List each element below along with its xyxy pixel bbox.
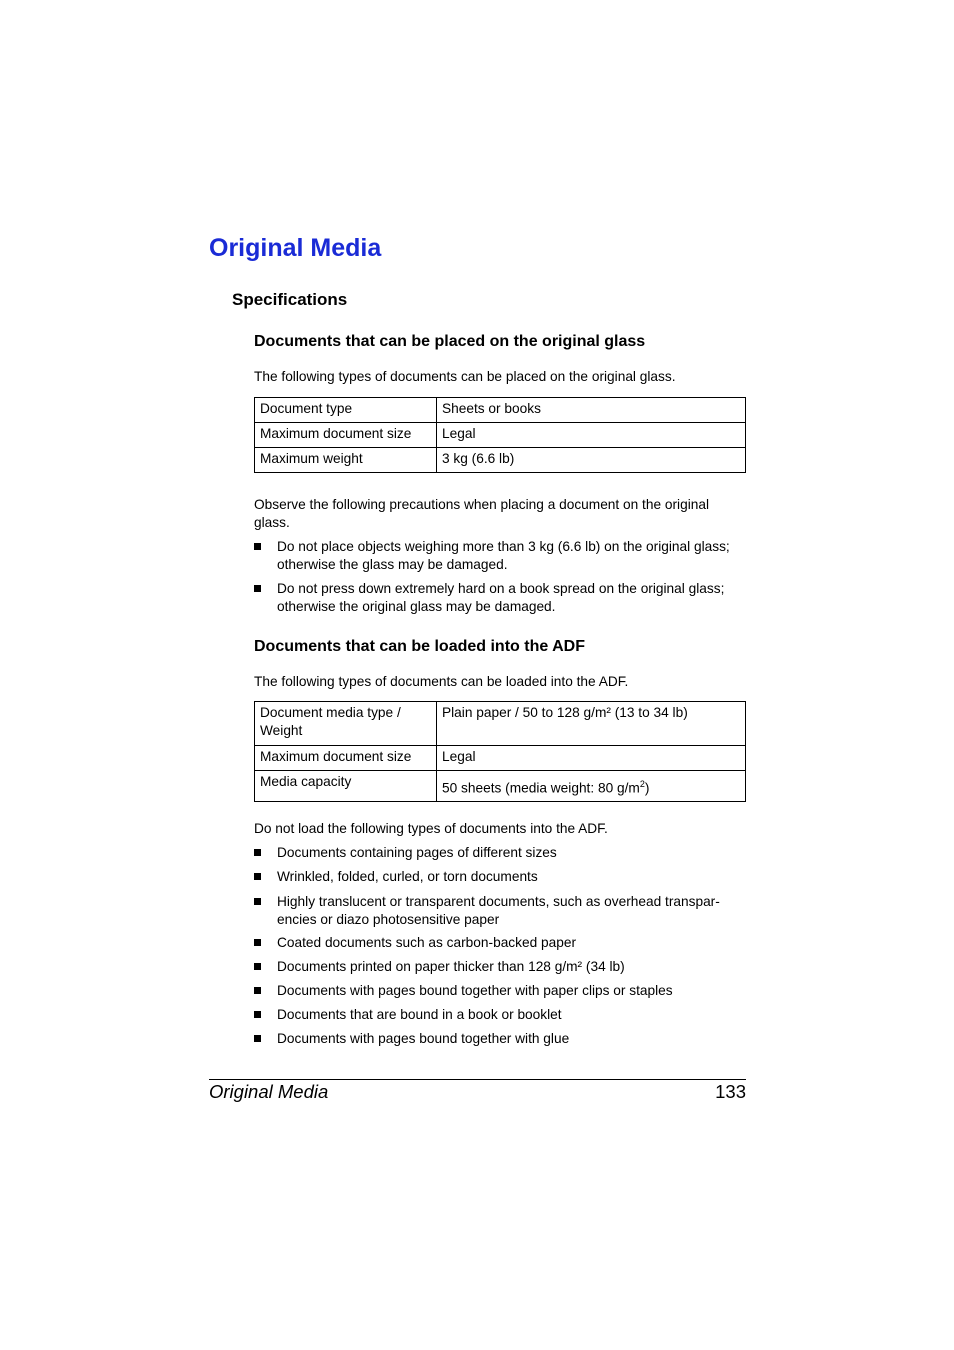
list-item — [254, 982, 746, 1000]
table-cell-value: Sheets or books — [437, 398, 746, 423]
restrictions-intro-text: Do not load the following types of documents into the ADF. — [254, 821, 608, 836]
table-row — [255, 423, 746, 448]
list-item — [254, 934, 746, 952]
bullet-square-icon — [254, 543, 261, 550]
bullet-square-icon — [254, 1011, 261, 1018]
bullet-square-icon — [254, 849, 261, 856]
list-item-text: Documents with pages bound together with paper clips or staples — [277, 983, 673, 998]
footer-divider — [209, 1079, 746, 1080]
adf-spec-table — [254, 701, 746, 802]
list-item — [254, 1006, 746, 1024]
table-cell-label: Maximum weight — [255, 448, 437, 473]
bullet-square-icon — [254, 1035, 261, 1042]
table-cell-label: Maximum document size — [255, 746, 437, 771]
media-capacity-value: 50 sheets (media weight: 80 g/m — [442, 780, 640, 796]
precautions-intro-text: Observe the following precautions when placing a document on the original glass. — [254, 497, 710, 530]
list-item-text: Do not place objects weighing more than 3 kg (6.6 lb) on the original glass; otherwise the glass may be damaged. — [277, 539, 730, 572]
table-cell-value — [437, 771, 746, 802]
table-cell-label: Media capacity — [255, 771, 437, 802]
list-item-text: Do not press down extremely hard on a book spread on the original glass; otherwise the original glass may be damaged. — [277, 581, 725, 614]
table-cell-label: Document type — [255, 398, 437, 423]
bullet-square-icon — [254, 939, 261, 946]
bullet-square-icon — [254, 898, 261, 905]
table-cell-value: 3 kg (6.6 lb) — [437, 448, 746, 473]
table-cell-label: Maximum document size — [255, 423, 437, 448]
list-item-text: Documents with pages bound together with glue — [277, 1031, 570, 1046]
table-cell-value: Legal — [437, 746, 746, 771]
list-item-text: Highly translucent or transparent documents, such as overhead transpar-encies or diazo photosensitive paper — [277, 894, 720, 927]
list-item-text: Documents printed on paper thicker than 128 g/m² (34 lb) — [277, 959, 625, 974]
footer-section-name: Original Media — [209, 1081, 329, 1102]
table-cell-value: Plain paper / 50 to 128 g/m² (13 to 34 lb) — [437, 702, 746, 746]
table-cell-label: Document media type / Weight — [255, 702, 437, 746]
bullet-square-icon — [254, 873, 261, 880]
list-item-text: Documents that are bound in a book or booklet — [277, 1007, 562, 1022]
table-row — [255, 771, 746, 802]
list-item-text: Wrinkled, folded, curled, or torn documents — [277, 869, 538, 884]
list-item — [254, 580, 746, 616]
bullet-square-icon — [254, 963, 261, 970]
list-item — [254, 893, 746, 929]
page-title: Original Media — [209, 234, 382, 262]
glass-intro-text: The following types of documents can be placed on the original glass. — [254, 369, 676, 384]
footer-page-number: 133 — [715, 1081, 746, 1102]
adf-intro-text: The following types of documents can be loaded into the ADF. — [254, 674, 629, 689]
table-row — [255, 746, 746, 771]
list-item — [254, 844, 746, 862]
table-cell-value: Legal — [437, 423, 746, 448]
bullet-square-icon — [254, 585, 261, 592]
subsection-heading-original-glass: Documents that can be placed on the original glass — [254, 333, 646, 350]
list-item — [254, 958, 746, 976]
list-item-text: Coated documents such as carbon-backed paper — [277, 935, 577, 950]
list-item-text: Documents containing pages of different sizes — [277, 845, 557, 860]
subsection-heading-adf: Documents that can be loaded into the ADF — [254, 638, 585, 655]
section-heading-specifications: Specifications — [232, 290, 348, 309]
table-row — [255, 448, 746, 473]
list-item — [254, 868, 746, 886]
table-row — [255, 702, 746, 746]
list-item — [254, 1030, 746, 1048]
list-item — [254, 538, 746, 574]
media-capacity-value-end: ) — [644, 780, 650, 796]
superscript-exponent: 2 — [639, 779, 645, 789]
table-row — [255, 398, 746, 423]
bullet-square-icon — [254, 987, 261, 994]
glass-spec-table — [254, 397, 746, 473]
